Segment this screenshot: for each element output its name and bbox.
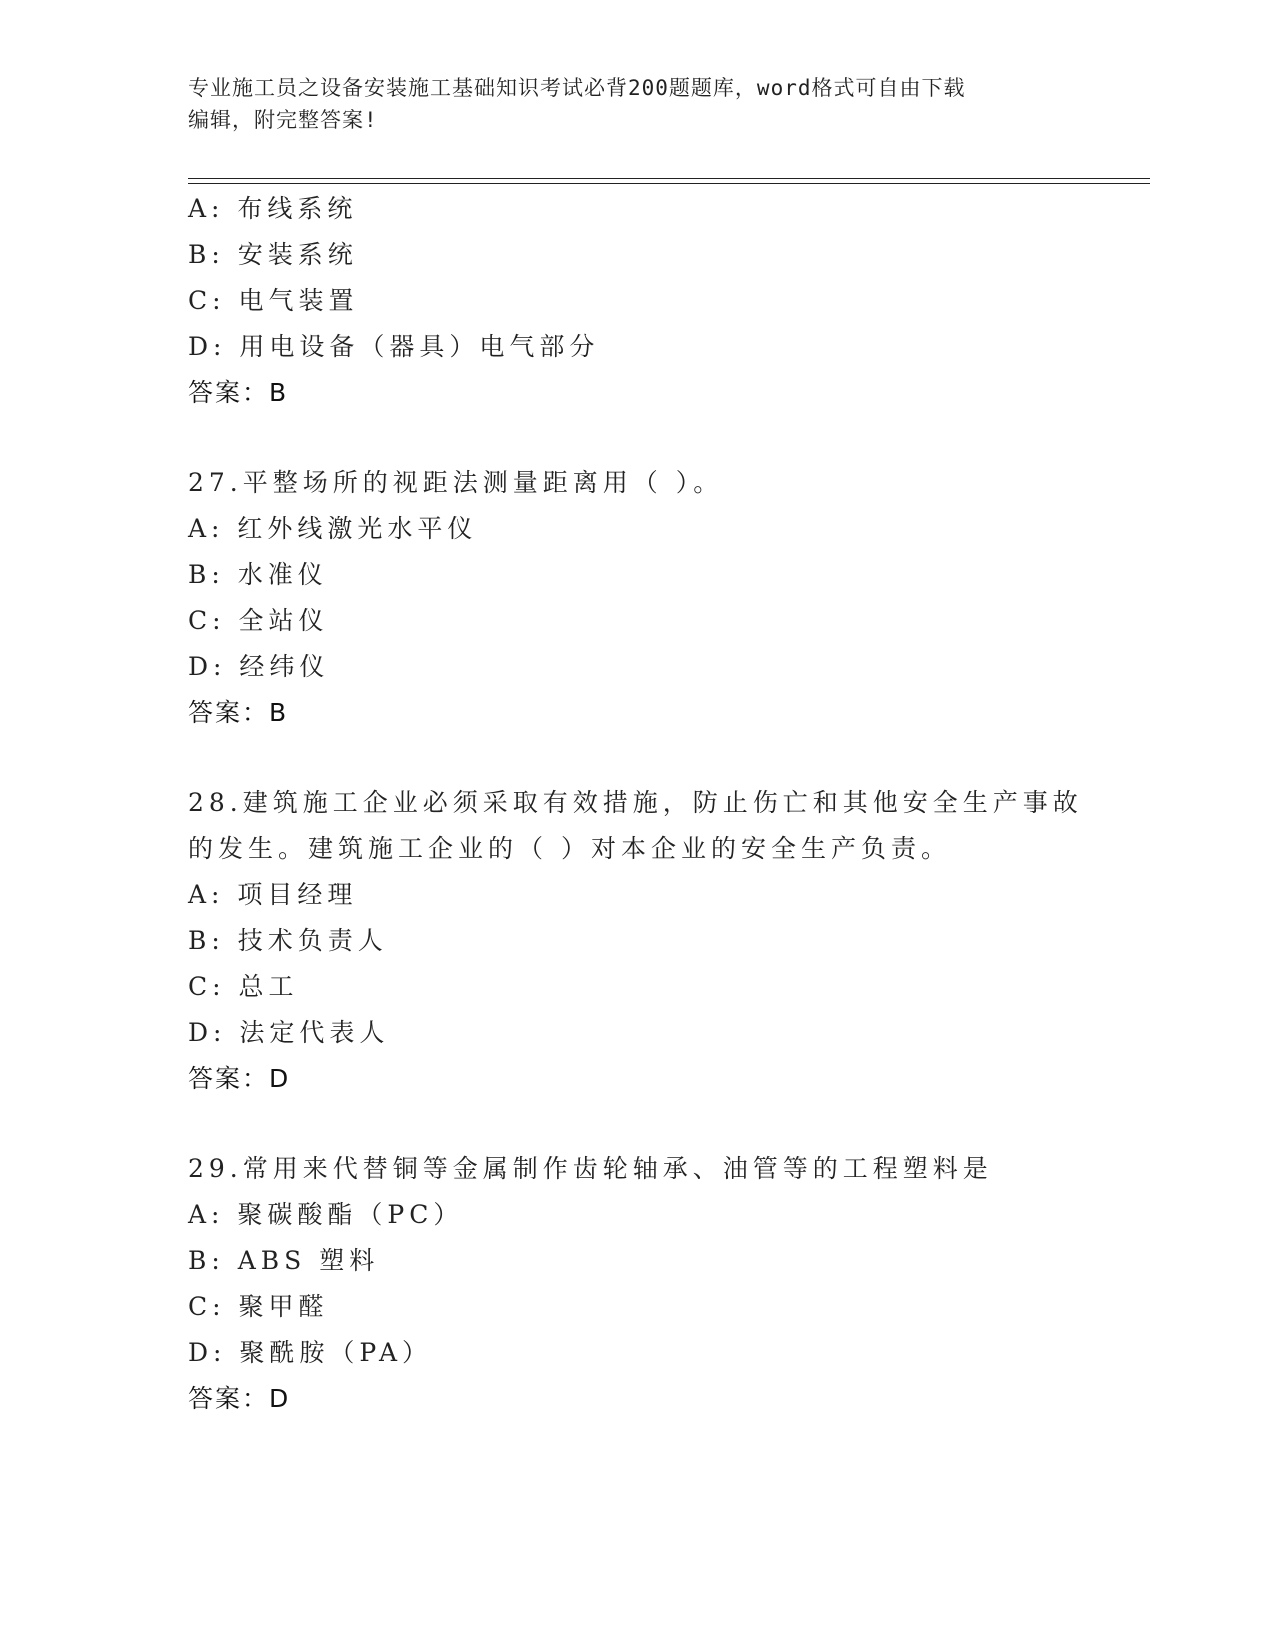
option-c: C: 聚甲醛 [188, 1292, 329, 1321]
question-list [188, 186, 1088, 1422]
question-block [188, 186, 1088, 416]
spacer [188, 416, 1088, 460]
question-stem: 29.常用来代替铜等金属制作齿轮轴承、油管等的工程塑料是 [188, 1154, 993, 1183]
header-divider-bottom [188, 183, 1150, 184]
option-d: D: 法定代表人 [188, 1018, 390, 1047]
answer-line: 答案：D [188, 1384, 291, 1413]
option-d: D: 经纬仪 [188, 652, 330, 681]
spacer [188, 1102, 1088, 1146]
option-a: A: 布线系统 [188, 194, 358, 223]
option-c: C: 电气装置 [188, 286, 359, 315]
option-c: C: 总工 [188, 972, 299, 1001]
option-c: C: 全站仪 [188, 606, 329, 635]
question-block [188, 460, 1088, 736]
option-b: B: 安装系统 [188, 240, 358, 269]
question-block [188, 1146, 1088, 1422]
option-d: D: 用电设备（器具）电气部分 [188, 332, 600, 361]
option-a: A: 项目经理 [188, 880, 358, 909]
answer-line: 答案：B [188, 378, 289, 407]
header-divider-top [188, 178, 1150, 179]
header-line-2: 编辑，附完整答案! [188, 108, 378, 132]
question-stem: 28.建筑施工企业必须采取有效措施，防止伤亡和其他安全生产事故的发生。建筑施工企业的（ ）对本企业的安全生产负责。 [188, 788, 1083, 863]
option-d: D: 聚酰胺（PA） [188, 1338, 432, 1367]
answer-line: 答案：D [188, 1064, 291, 1093]
question-stem: 27.平整场所的视距法测量距离用（ ）。 [188, 468, 724, 497]
document-header [188, 72, 1088, 136]
header-line-1: 专业施工员之设备安装施工基础知识考试必背200题题库，word格式可自由下载 [188, 76, 966, 100]
option-b: B: 技术负责人 [188, 926, 388, 955]
spacer [188, 736, 1088, 780]
option-b: B: 水准仪 [188, 560, 328, 589]
option-b: B: ABS 塑料 [188, 1246, 380, 1275]
question-block [188, 780, 1088, 1102]
option-a: A: 红外线激光水平仪 [188, 514, 478, 543]
option-a: A: 聚碳酸酯（PC） [188, 1200, 464, 1229]
answer-line: 答案：B [188, 698, 289, 727]
